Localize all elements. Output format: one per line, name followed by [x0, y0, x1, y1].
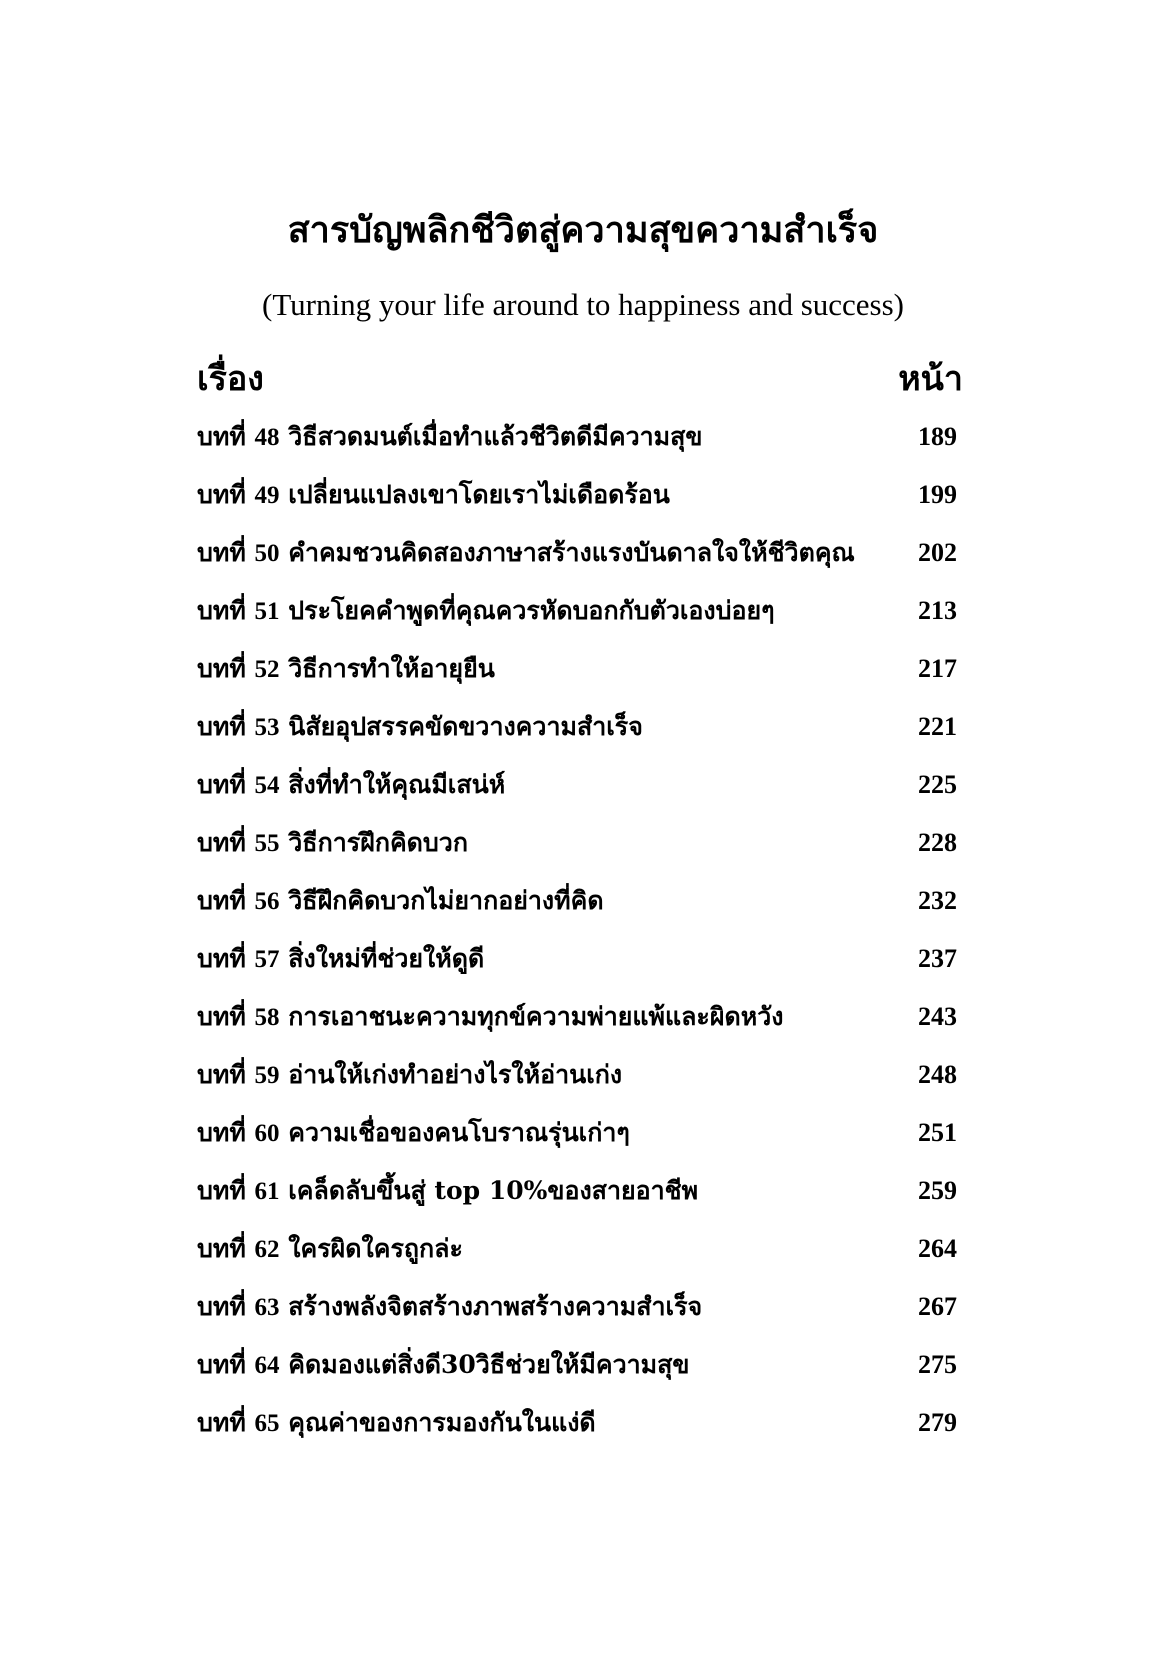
chapter-title: เคล็ดลับขึ้นสู่ top 10%ของสายอาชีพ [288, 1176, 699, 1205]
toc-entry-text [197, 1394, 877, 1453]
page-number: 199 [918, 480, 957, 509]
toc-entry-text [197, 814, 877, 873]
chapter-number: 61 [254, 1178, 280, 1205]
page-number: 251 [918, 1118, 957, 1147]
page-number: 221 [918, 712, 957, 741]
toc-entry-text [197, 1278, 877, 1337]
chapter-prefix: บทที่ [197, 1002, 246, 1031]
chapter-title: ประโยคคำพูดที่คุณควรหัดบอกกับตัวเองบ่อยๆ [288, 596, 775, 625]
toc-entry-text [197, 1104, 877, 1163]
page-number: 189 [918, 422, 957, 451]
chapter-title: วิธีการฝึกคิดบวก [288, 828, 468, 857]
chapter-prefix: บทที่ [197, 654, 246, 683]
toc-entry-text [197, 1336, 877, 1395]
toc-entry [197, 988, 957, 1046]
page-number: 213 [918, 596, 957, 625]
chapter-prefix: บทที่ [197, 538, 246, 567]
toc-entry [197, 872, 957, 930]
chapter-prefix: บทที่ [197, 1118, 246, 1147]
chapter-prefix: บทที่ [197, 596, 246, 625]
page-number: 275 [918, 1350, 957, 1379]
chapter-prefix: บทที่ [197, 1060, 246, 1089]
page-subtitle: (Turning your life around to happiness and success) [262, 287, 904, 322]
toc-entry [197, 1220, 957, 1278]
page-number: 228 [918, 828, 957, 857]
chapter-title: เปลี่ยนแปลงเขาโดยเราไม่เดือดร้อน [288, 480, 670, 509]
toc-entry [197, 1162, 957, 1220]
chapter-number: 54 [254, 772, 280, 799]
chapter-number: 51 [254, 598, 280, 625]
toc-entry [197, 1336, 957, 1394]
chapter-number: 60 [254, 1120, 280, 1147]
toc-header-row [197, 352, 963, 406]
toc-entry [197, 408, 957, 466]
page-number: 279 [918, 1408, 957, 1437]
page-number: 267 [918, 1292, 957, 1321]
page-number: 202 [918, 538, 957, 567]
chapter-prefix: บทที่ [197, 828, 246, 857]
toc-entry [197, 582, 957, 640]
page-number: 217 [918, 654, 957, 683]
toc-entry-text [197, 988, 877, 1047]
chapter-number: 62 [254, 1236, 280, 1263]
chapter-title: วิธีการทำให้อายุยืน [288, 654, 495, 683]
toc-entry-text [197, 930, 877, 989]
chapter-number: 48 [254, 424, 280, 451]
chapter-title: อ่านให้เก่งทำอย่างไรให้อ่านเก่ง [288, 1060, 623, 1089]
chapter-title: คำคมชวนคิดสองภาษาสร้างแรงบันดาลใจให้ชีวิตคุณ [288, 538, 855, 567]
page-number: 264 [918, 1234, 957, 1263]
chapter-prefix: บทที่ [197, 480, 246, 509]
page-number: 248 [918, 1060, 957, 1089]
page-number: 259 [918, 1176, 957, 1205]
chapter-prefix: บทที่ [197, 1350, 246, 1379]
toc-entry-text [197, 756, 877, 815]
chapter-number: 57 [254, 946, 280, 973]
chapter-prefix: บทที่ [197, 886, 246, 915]
toc-entry [197, 1278, 957, 1336]
chapter-number: 64 [254, 1352, 280, 1379]
chapter-number: 53 [254, 714, 280, 741]
toc-entry [197, 1394, 957, 1452]
chapter-number: 65 [254, 1410, 280, 1437]
toc-entry-text [197, 466, 877, 525]
toc-entry [197, 466, 957, 524]
chapter-number: 63 [254, 1294, 280, 1321]
chapter-title: วิธีสวดมนต์เมื่อทำแล้วชีวิตดีมีความสุข [288, 422, 703, 451]
table-of-contents [197, 408, 957, 1452]
page-column-heading: หน้า [898, 359, 963, 399]
chapter-title: การเอาชนะความทุกข์ความพ่ายแพ้และผิดหวัง [288, 1002, 784, 1031]
toc-entry [197, 698, 957, 756]
chapter-number: 59 [254, 1062, 280, 1089]
toc-entry [197, 1046, 957, 1104]
topic-column-heading: เรื่อง [197, 359, 264, 399]
toc-entry-text [197, 1220, 877, 1279]
toc-entry-text [197, 1046, 877, 1105]
chapter-title: ใครผิดใครถูกล่ะ [288, 1234, 463, 1263]
toc-entry [197, 756, 957, 814]
toc-entry [197, 1104, 957, 1162]
toc-entry-text [197, 408, 877, 467]
chapter-title: ความเชื่อของคนโบราณรุ่นเก่าๆ [288, 1118, 630, 1147]
toc-entry-text [197, 1162, 877, 1221]
toc-entry [197, 930, 957, 988]
chapter-prefix: บทที่ [197, 1292, 246, 1321]
chapter-number: 52 [254, 656, 280, 683]
toc-entry-text [197, 872, 877, 931]
chapter-title: สร้างพลังจิตสร้างภาพสร้างความสำเร็จ [288, 1292, 703, 1321]
toc-entry-text [197, 698, 877, 757]
page-title: สารบัญพลิกชีวิตสู่ความสุขความสำเร็จ [287, 209, 879, 251]
chapter-title: นิสัยอุปสรรคขัดขวางความสำเร็จ [288, 712, 643, 741]
chapter-title: สิ่งใหม่ที่ช่วยให้ดูดี [288, 944, 485, 973]
chapter-prefix: บทที่ [197, 1234, 246, 1263]
page-number: 225 [918, 770, 957, 799]
chapter-number: 58 [254, 1004, 280, 1031]
chapter-title: สิ่งที่ทำให้คุณมีเสน่ห์ [288, 770, 506, 799]
chapter-number: 49 [254, 482, 280, 509]
chapter-number: 56 [254, 888, 280, 915]
chapter-title: คิดมองแต่สิ่งดี30วิธีช่วยให้มีความสุข [288, 1350, 690, 1379]
toc-entry-text [197, 640, 877, 699]
toc-entry [197, 814, 957, 872]
page-number: 237 [918, 944, 957, 973]
page-number: 232 [918, 886, 957, 915]
chapter-prefix: บทที่ [197, 1176, 246, 1205]
chapter-number: 50 [254, 540, 280, 567]
toc-entry [197, 524, 957, 582]
chapter-prefix: บทที่ [197, 770, 246, 799]
chapter-title: คุณค่าของการมองกันในแง่ดี [288, 1408, 596, 1437]
page-number: 243 [918, 1002, 957, 1031]
chapter-title: วิธีฝึกคิดบวกไม่ยากอย่างที่คิด [288, 886, 604, 915]
toc-entry-text [197, 582, 877, 641]
chapter-prefix: บทที่ [197, 944, 246, 973]
chapter-prefix: บทที่ [197, 712, 246, 741]
chapter-prefix: บทที่ [197, 1408, 246, 1437]
toc-entry-text [197, 524, 877, 583]
toc-entry [197, 640, 957, 698]
chapter-number: 55 [254, 830, 280, 857]
chapter-prefix: บทที่ [197, 422, 246, 451]
